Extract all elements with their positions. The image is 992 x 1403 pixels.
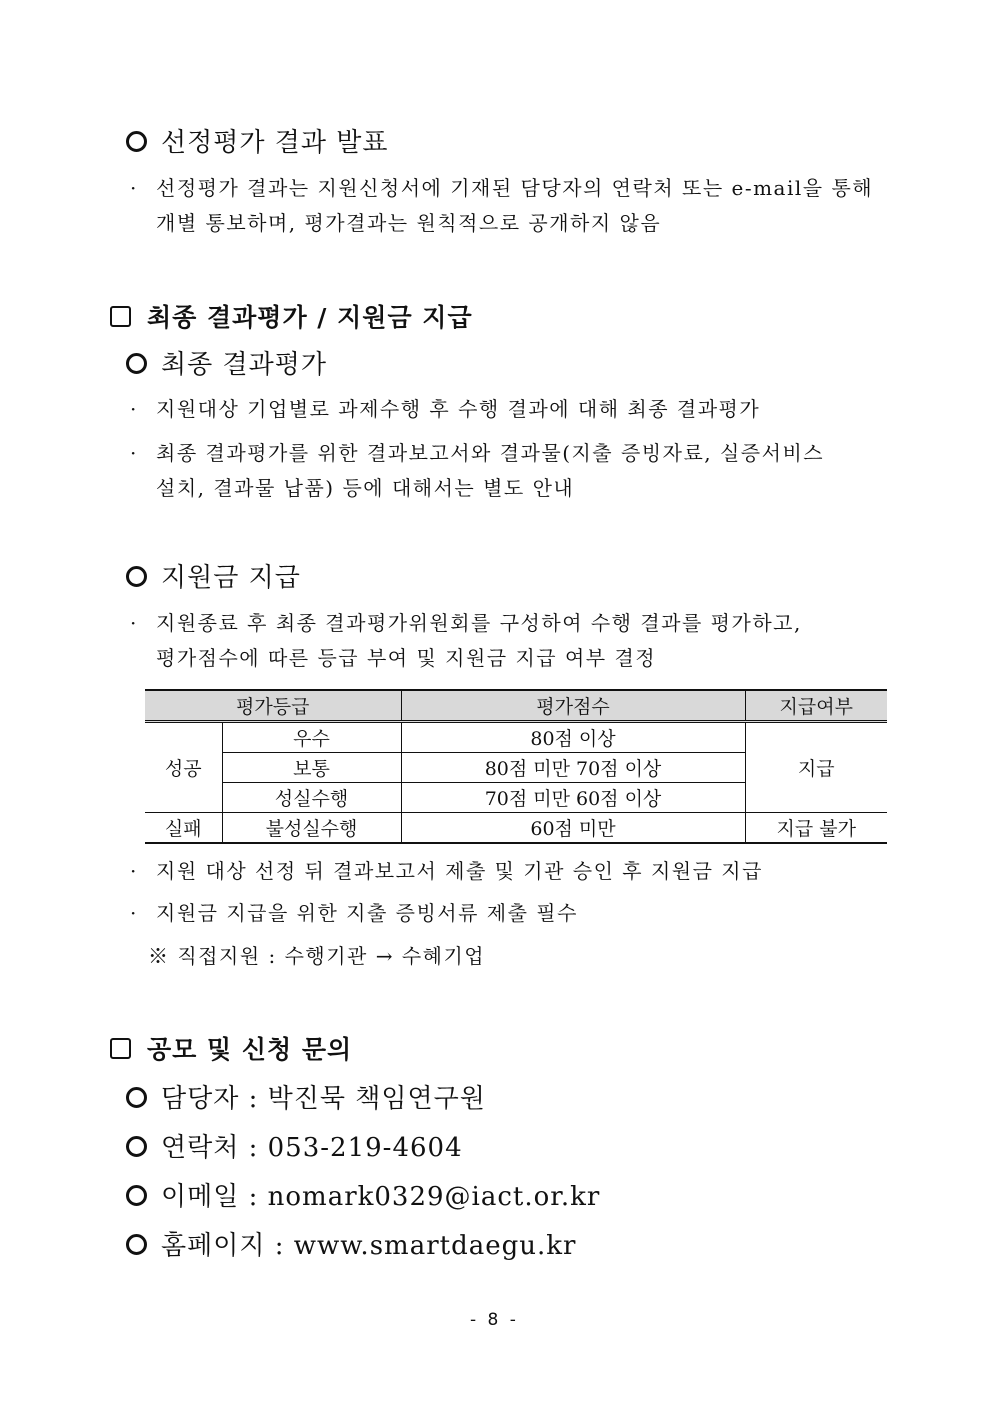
circle-bullet-icon xyxy=(126,1234,147,1255)
contact-person: 담당자 : 박진묵 책임연구원 xyxy=(126,1078,486,1115)
page-number: - 8 - xyxy=(470,1310,519,1330)
contact-email: 이메일 : nomark0329@iact.or.kr xyxy=(126,1176,600,1213)
bullet-line: · 최종 결과평가를 위한 결과보고서와 결과물(지출 증빙자료, 실증서비스 xyxy=(130,441,825,465)
header-score: 평가점수 xyxy=(401,690,745,722)
circle-bullet-icon xyxy=(126,353,147,374)
circle-bullet-icon xyxy=(126,566,147,587)
grade-cell: 우수 xyxy=(222,722,401,753)
table-row xyxy=(145,722,887,753)
circle-bullet-icon xyxy=(126,131,147,152)
grade-cell: 성실수행 xyxy=(222,783,401,813)
square-bullet-icon xyxy=(110,1038,131,1059)
header-grade: 평가등급 xyxy=(145,690,401,722)
table-row xyxy=(145,813,887,844)
score-cell: 70점 미만 60점 이상 xyxy=(401,783,745,813)
pay-success-cell: 지급 xyxy=(745,722,887,813)
bullet-line-continued: 개별 통보하며, 평가결과는 원칙적으로 공개하지 않음 xyxy=(156,211,662,235)
square-bullet-icon xyxy=(110,306,131,327)
fail-label: 실패 xyxy=(145,813,222,844)
success-label: 성공 xyxy=(145,722,222,813)
section-title-inquiry: 공모 및 신청 문의 xyxy=(110,1030,352,1066)
subsection-heading-grant-payment: 지원금 지급 xyxy=(126,557,301,594)
note-line: ※ 직접지원 : 수행기관 → 수혜기업 xyxy=(148,944,486,968)
pay-fail-cell: 지급 불가 xyxy=(745,813,887,844)
circle-bullet-icon xyxy=(126,1087,147,1108)
score-cell: 80점 미만 70점 이상 xyxy=(401,753,745,783)
grade-cell: 불성실수행 xyxy=(222,813,401,844)
score-cell: 60점 미만 xyxy=(401,813,745,844)
bullet-line: · 지원대상 기업별로 과제수행 후 수행 결과에 대해 최종 결과평가 xyxy=(130,397,761,421)
score-cell: 80점 이상 xyxy=(401,722,745,753)
header-payment: 지급여부 xyxy=(745,690,887,722)
table-header-row xyxy=(145,690,887,722)
section-title-final-evaluation: 최종 결과평가 / 지원금 지급 xyxy=(110,298,473,334)
contact-phone: 연락처 : 053-219-4604 xyxy=(126,1127,463,1164)
subsection-heading-final-evaluation: 최종 결과평가 xyxy=(126,344,327,381)
section-heading-selection-result: 선정평가 결과 발표 xyxy=(126,122,388,159)
bullet-line-continued: 평가점수에 따른 등급 부여 및 지원금 지급 여부 결정 xyxy=(156,646,657,670)
bullet-line: · 지원종료 후 최종 결과평가위원회를 구성하여 수행 결과를 평가하고, xyxy=(130,611,802,635)
circle-bullet-icon xyxy=(126,1136,147,1157)
bullet-line: · 지원금 지급을 위한 지출 증빙서류 제출 필수 xyxy=(130,901,578,925)
bullet-line: · 지원 대상 선정 뒤 결과보고서 제출 및 기관 승인 후 지원금 지급 xyxy=(130,859,763,883)
bullet-line: · 선정평가 결과는 지원신청서에 기재된 담당자의 연락처 또는 e-mail을 통해 xyxy=(130,176,874,200)
contact-homepage: 홈페이지 : www.smartdaegu.kr xyxy=(126,1225,576,1262)
bullet-line-continued: 설치, 결과물 납품) 등에 대해서는 별도 안내 xyxy=(156,476,575,500)
grade-cell: 보통 xyxy=(222,753,401,783)
evaluation-grade-table xyxy=(145,689,887,844)
circle-bullet-icon xyxy=(126,1185,147,1206)
